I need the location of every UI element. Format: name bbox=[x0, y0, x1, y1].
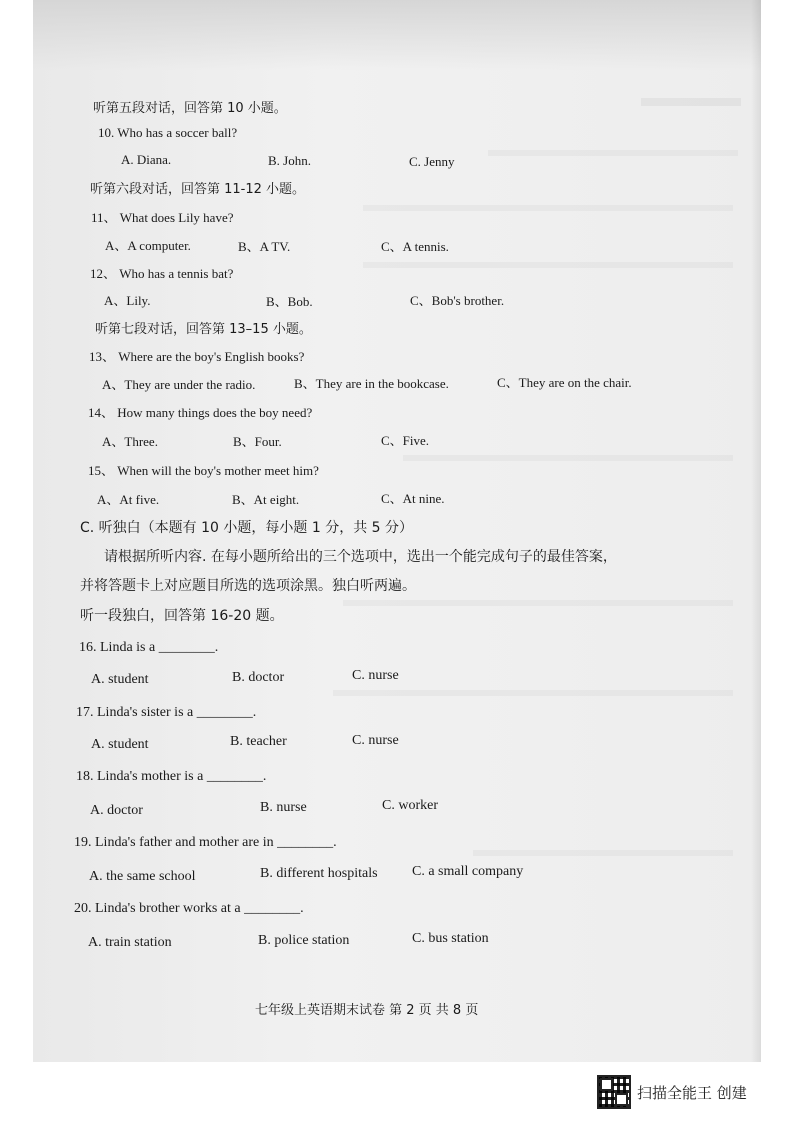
question-12 bbox=[90, 263, 233, 282]
question-text: Linda's brother works at a ________. bbox=[95, 901, 304, 916]
option-b: B、Bob. bbox=[266, 294, 313, 309]
option-a: A. train station bbox=[88, 935, 172, 950]
question-text: Who has a soccer ball? bbox=[117, 125, 238, 140]
option-a: A、Lily. bbox=[104, 293, 151, 308]
option-a: A. student bbox=[91, 737, 149, 752]
instruction-line-2: 并将答题卡上对应题目所选的选项涂黑。独白听两遍。 bbox=[80, 578, 416, 594]
question-text: When will the boy's mother meet him? bbox=[117, 463, 319, 478]
option-c: C. bus station bbox=[412, 931, 489, 946]
question-19 bbox=[74, 835, 337, 851]
bleed-through bbox=[363, 262, 733, 268]
option-c: C. a small company bbox=[412, 864, 524, 879]
question-10 bbox=[98, 125, 237, 141]
question-number: 10. bbox=[98, 125, 115, 140]
option-a: A. doctor bbox=[90, 803, 143, 818]
question-15 bbox=[88, 460, 319, 479]
question-number: 19. bbox=[74, 835, 92, 850]
bleed-through bbox=[333, 690, 733, 696]
page-shadow bbox=[33, 0, 761, 70]
question-text: Who has a tennis bat? bbox=[119, 266, 234, 281]
bleed-through bbox=[363, 205, 733, 211]
question-18 bbox=[76, 769, 266, 785]
option-b: B、A TV. bbox=[238, 239, 291, 254]
bleed-through bbox=[641, 98, 741, 106]
option-b: B. John. bbox=[268, 153, 311, 168]
option-a: A、A computer. bbox=[105, 238, 191, 253]
option-b: B. teacher bbox=[230, 734, 287, 749]
option-a: A、Three. bbox=[102, 434, 158, 449]
page-edge bbox=[751, 0, 761, 1062]
option-b: B、At eight. bbox=[232, 492, 300, 507]
question-text: Linda's sister is a ________. bbox=[97, 705, 257, 720]
page-footer: 七年级上英语期末试卷 第 2 页 共 8 页 bbox=[255, 1003, 479, 1018]
option-a: A. the same school bbox=[89, 869, 196, 884]
question-11 bbox=[91, 207, 234, 226]
option-a: A、At five. bbox=[97, 492, 160, 507]
question-text: What does Lily have? bbox=[119, 210, 234, 225]
option-c: C. worker bbox=[382, 798, 438, 813]
bleed-through bbox=[403, 455, 733, 461]
question-number: 17. bbox=[76, 705, 94, 720]
option-b: B. nurse bbox=[260, 800, 307, 815]
monologue-intro: 听一段独白，回答第 16-20 题。 bbox=[80, 608, 284, 624]
option-c: C、They are on the chair. bbox=[497, 375, 632, 390]
dialogue-intro: 听第六段对话，回答第 11-12 小题。 bbox=[90, 182, 306, 197]
bleed-through bbox=[343, 600, 733, 606]
scanner-label: 扫描全能王 创建 bbox=[637, 1083, 747, 1102]
dialogue-intro: 听第七段对话，回答第 13–15 小题。 bbox=[95, 322, 312, 337]
question-text: Linda is a ________. bbox=[100, 640, 219, 655]
question-14 bbox=[88, 402, 312, 421]
dialogue-intro: 听第五段对话，回答第 10 小题。 bbox=[93, 101, 287, 116]
question-number: 13、 bbox=[89, 349, 116, 364]
question-16 bbox=[79, 640, 218, 656]
question-text: Linda's father and mother are in ________. bbox=[95, 835, 337, 850]
question-text: Linda's mother is a ________. bbox=[97, 769, 267, 784]
option-a: A、They are under the radio. bbox=[102, 377, 256, 392]
option-b: B、They are in the bookcase. bbox=[294, 376, 449, 391]
option-b: B、Four. bbox=[233, 434, 282, 449]
option-c: C、A tennis. bbox=[381, 239, 449, 254]
question-17 bbox=[76, 705, 256, 721]
question-13 bbox=[89, 346, 304, 365]
option-a: A. Diana. bbox=[121, 152, 172, 167]
option-c: C. Jenny bbox=[409, 154, 455, 169]
bleed-through bbox=[488, 150, 738, 156]
section-heading: C. 听独白（本题有 10 小题，每小题 1 分，共 5 分） bbox=[80, 520, 414, 536]
scanner-watermark bbox=[597, 1075, 747, 1109]
instruction-line-1: 请根据所听内容. 在每小题所给出的三个选项中，选出一个能完成句子的最佳答案， bbox=[104, 549, 617, 565]
option-c: C. nurse bbox=[352, 733, 399, 748]
question-20 bbox=[74, 901, 304, 917]
qr-code-icon bbox=[597, 1075, 631, 1109]
option-b: B. different hospitals bbox=[260, 866, 378, 881]
option-b: B. doctor bbox=[232, 670, 285, 685]
option-c: C、Bob's brother. bbox=[410, 293, 505, 308]
question-text: How many things does the boy need? bbox=[117, 405, 313, 420]
option-a: A. student bbox=[91, 672, 149, 687]
question-number: 15、 bbox=[88, 463, 115, 478]
option-c: C. nurse bbox=[352, 668, 399, 683]
option-b: B. police station bbox=[258, 933, 350, 948]
question-number: 12、 bbox=[90, 266, 117, 281]
option-c: C、At nine. bbox=[381, 491, 445, 506]
question-number: 14、 bbox=[88, 405, 115, 420]
option-c: C、Five. bbox=[381, 433, 430, 448]
question-text: Where are the boy's English books? bbox=[118, 349, 305, 364]
question-number: 18. bbox=[76, 769, 94, 784]
question-number: 16. bbox=[79, 640, 97, 655]
bleed-through bbox=[473, 850, 733, 856]
question-number: 20. bbox=[74, 901, 92, 916]
question-number: 11、 bbox=[91, 210, 117, 225]
